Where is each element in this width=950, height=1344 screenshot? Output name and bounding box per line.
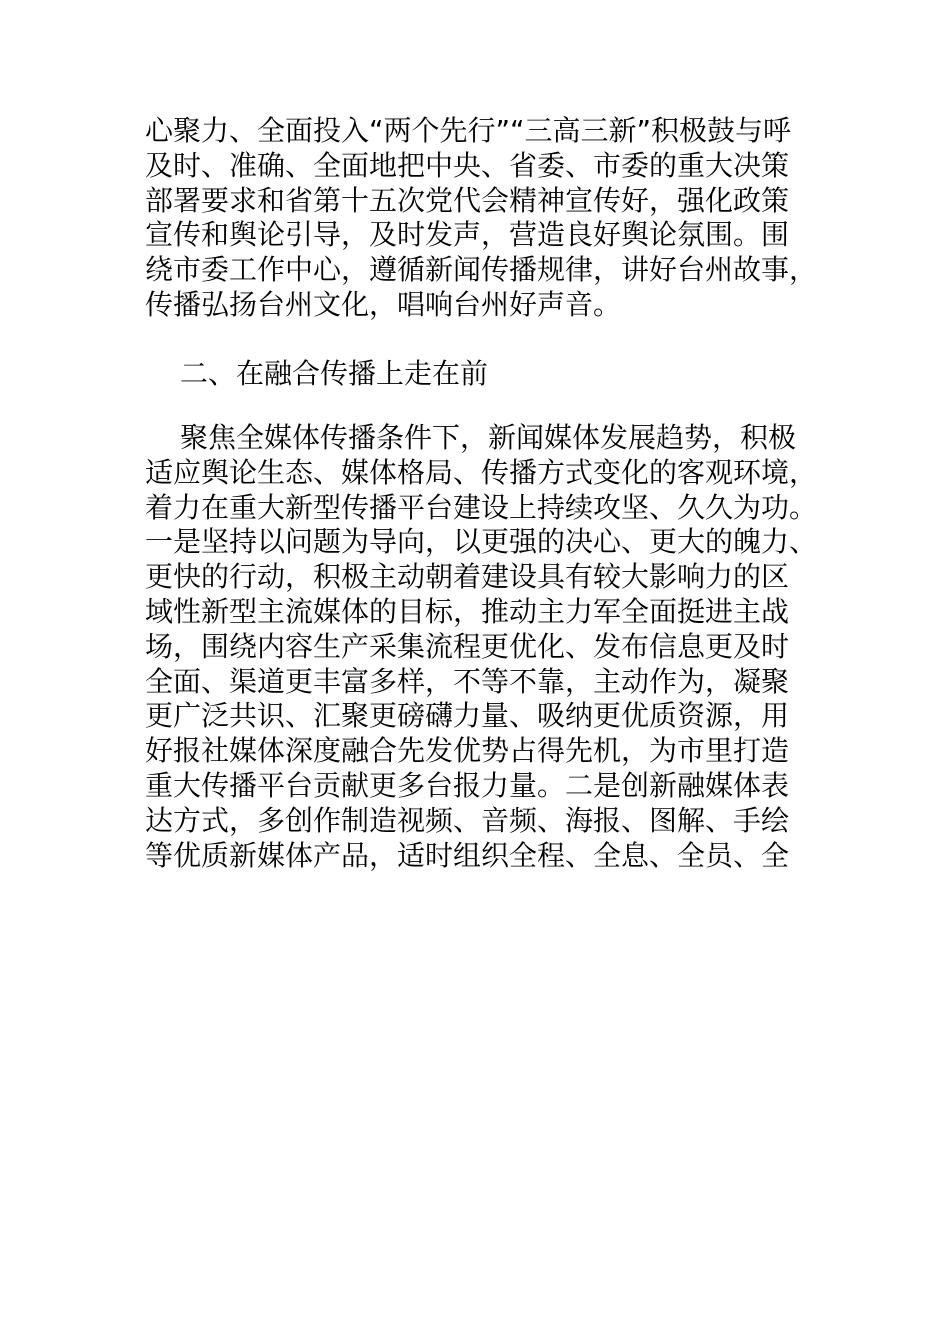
paragraph-line: 绕市委工作中心，遵循新闻传播规律，讲好台州故事，: [145, 253, 818, 287]
paragraph-line: 适应舆论生态、媒体格局、传播方式变化的客观环境，: [145, 455, 818, 489]
paragraph-line: 好报社媒体深度融合先发优势占得先机，为市里打造: [145, 734, 790, 768]
paragraph-line: 重大传播平台贡献更多台报力量。二是创新融媒体表: [145, 768, 790, 802]
paragraph-line: 更快的行动，积极主动朝着建设具有较大影响力的区: [145, 560, 790, 594]
paragraph-line: 传播弘扬台州文化，唱响台州好声音。: [145, 287, 622, 321]
paragraph-line: 聚焦全媒体传播条件下，新闻媒体发展趋势，积极: [180, 421, 797, 454]
paragraph-line: 达方式，多创作制造视频、音频、海报、图解、手绘: [145, 803, 790, 837]
paragraph-line: 部署要求和省第十五次党代会精神宣传好，强化政策: [145, 183, 790, 217]
paragraph-line: 着力在重大新型传播平台建设上持续攻坚、久久为功。: [145, 490, 818, 524]
paragraph-line: 等优质新媒体产品，适时组织全程、全息、全员、全: [145, 838, 790, 872]
paragraph-line: 及时、准确、全面地把中央、省委、市委的重大决策: [145, 148, 790, 182]
paragraph-line: 场，围绕内容生产采集流程更优化、发布信息更及时: [145, 629, 790, 663]
paragraph-section-2: [145, 421, 845, 873]
paragraph-line: 一是坚持以问题为导向，以更强的决心、更大的魄力、: [145, 525, 818, 559]
section-heading: 二、在融合传播上走在前: [180, 357, 489, 390]
paragraph-line: 域性新型主流媒体的目标，推动主力军全面挺进主战: [145, 594, 790, 628]
paragraph-line: 更广泛共识、汇聚更磅礴力量、吸纳更优质资源，用: [145, 699, 790, 733]
paragraph-line: 全面、渠道更丰富多样，不等不靠，主动作为，凝聚: [145, 664, 790, 698]
paragraph-continued: [145, 114, 845, 323]
paragraph-line: 心聚力、全面投入“两个先行”“三高三新”积极鼓与呼: [145, 114, 792, 147]
paragraph-line: 宣传和舆论引导，及时发声，营造良好舆论氛围。围: [145, 218, 790, 252]
